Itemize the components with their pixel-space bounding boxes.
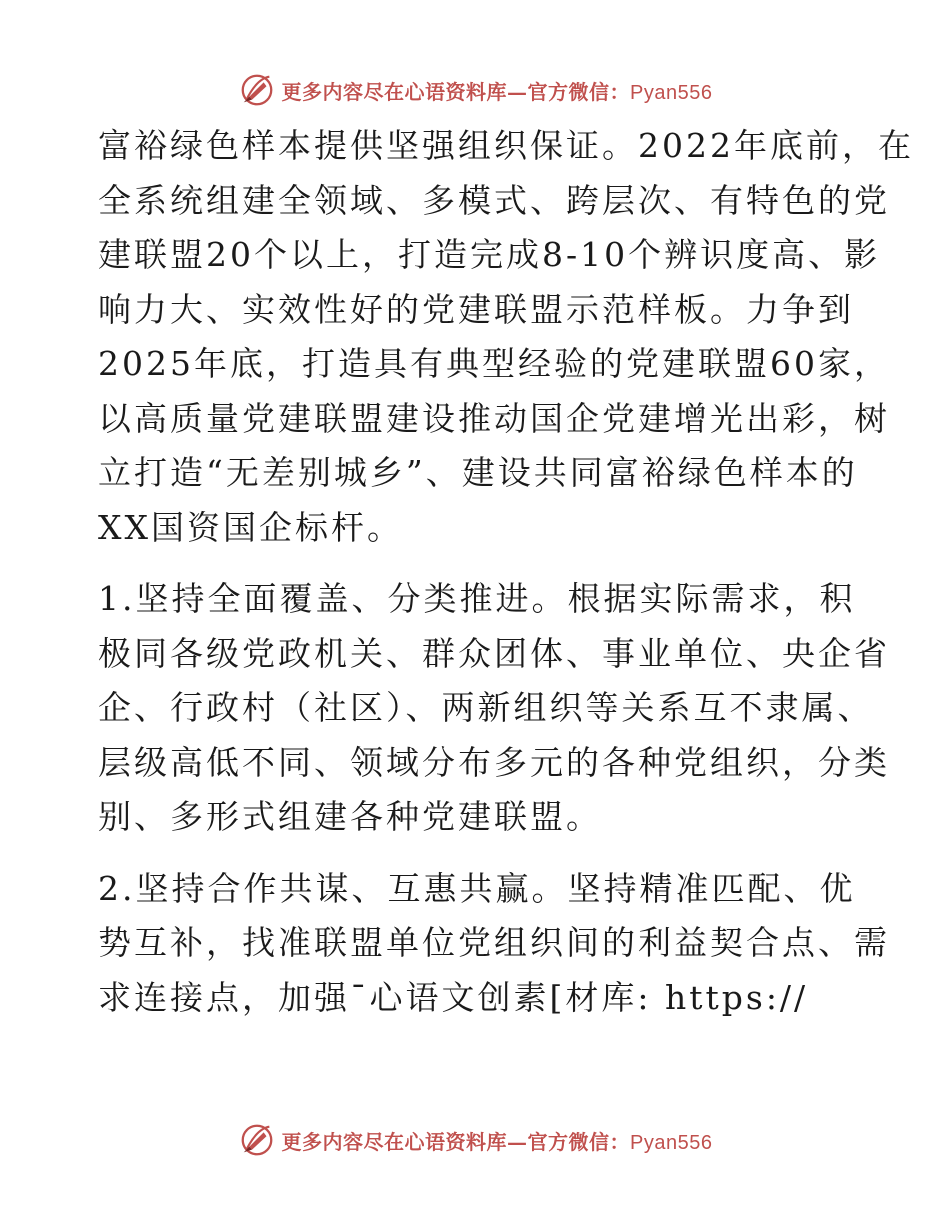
paragraph-3 (98, 862, 890, 1026)
text-line: 2.坚持合作共谋、互惠共赢。坚持精准匹配、优 (98, 868, 856, 908)
text-line: 建联盟20个以上，打造完成8-10个辨识度高、影 (98, 235, 881, 274)
paragraph-2 (98, 572, 890, 845)
text-line: 立打造“无差别城乡”、建设共同富裕绿色样本的 (98, 453, 858, 492)
document-body (98, 119, 914, 1025)
footer-banner (0, 1118, 950, 1162)
text-line: XX国资国企标杆。 (98, 507, 403, 547)
text-line: 势互补，找准联盟单位党组织间的利益契合点、需 (98, 923, 890, 962)
paragraph-1 (98, 119, 914, 555)
text-line: 层级高低不同、领域分布多元的各种党组织，分类 (98, 742, 890, 782)
text-line: 别、多形式组建各种党建联盟。 (98, 797, 602, 836)
text-line: 求连接点，加强¯心语文创素[材库: https:// (98, 977, 809, 1017)
pen-logo-icon (238, 1121, 276, 1159)
text-line: 以高质量党建联盟建设推动国企党建增光出彩，树 (98, 398, 890, 438)
paragraph-gap (98, 845, 868, 862)
text-line: 企、行政村（社区）、两新组织等关系互不隶属、 (98, 688, 874, 727)
paragraph-gap (98, 555, 868, 572)
footer-banner-text: 更多内容尽在心语资料库—官方微信：Pyan556 (281, 1129, 713, 1154)
text-line: 1.坚持全面覆盖、分类推进。根据实际需求，积 (98, 579, 856, 618)
text-line: 富裕绿色样本提供坚强组织保证。2022年底前，在 (98, 126, 914, 165)
text-line: 响力大、实效性好的党建联盟示范样板。力争到 (98, 289, 854, 329)
pen-logo-icon (238, 71, 276, 109)
text-line: 2025年底，打造具有典型经验的党建联盟60家， (98, 344, 890, 383)
header-banner-text: 更多内容尽在心语资料库—官方微信：Pyan556 (281, 79, 713, 104)
text-line: 全系统组建全领域、多模式、跨层次、有特色的党 (98, 180, 890, 220)
text-line: 极同各级党政机关、群众团体、事业单位、央企省 (98, 633, 890, 673)
header-banner (0, 68, 950, 112)
